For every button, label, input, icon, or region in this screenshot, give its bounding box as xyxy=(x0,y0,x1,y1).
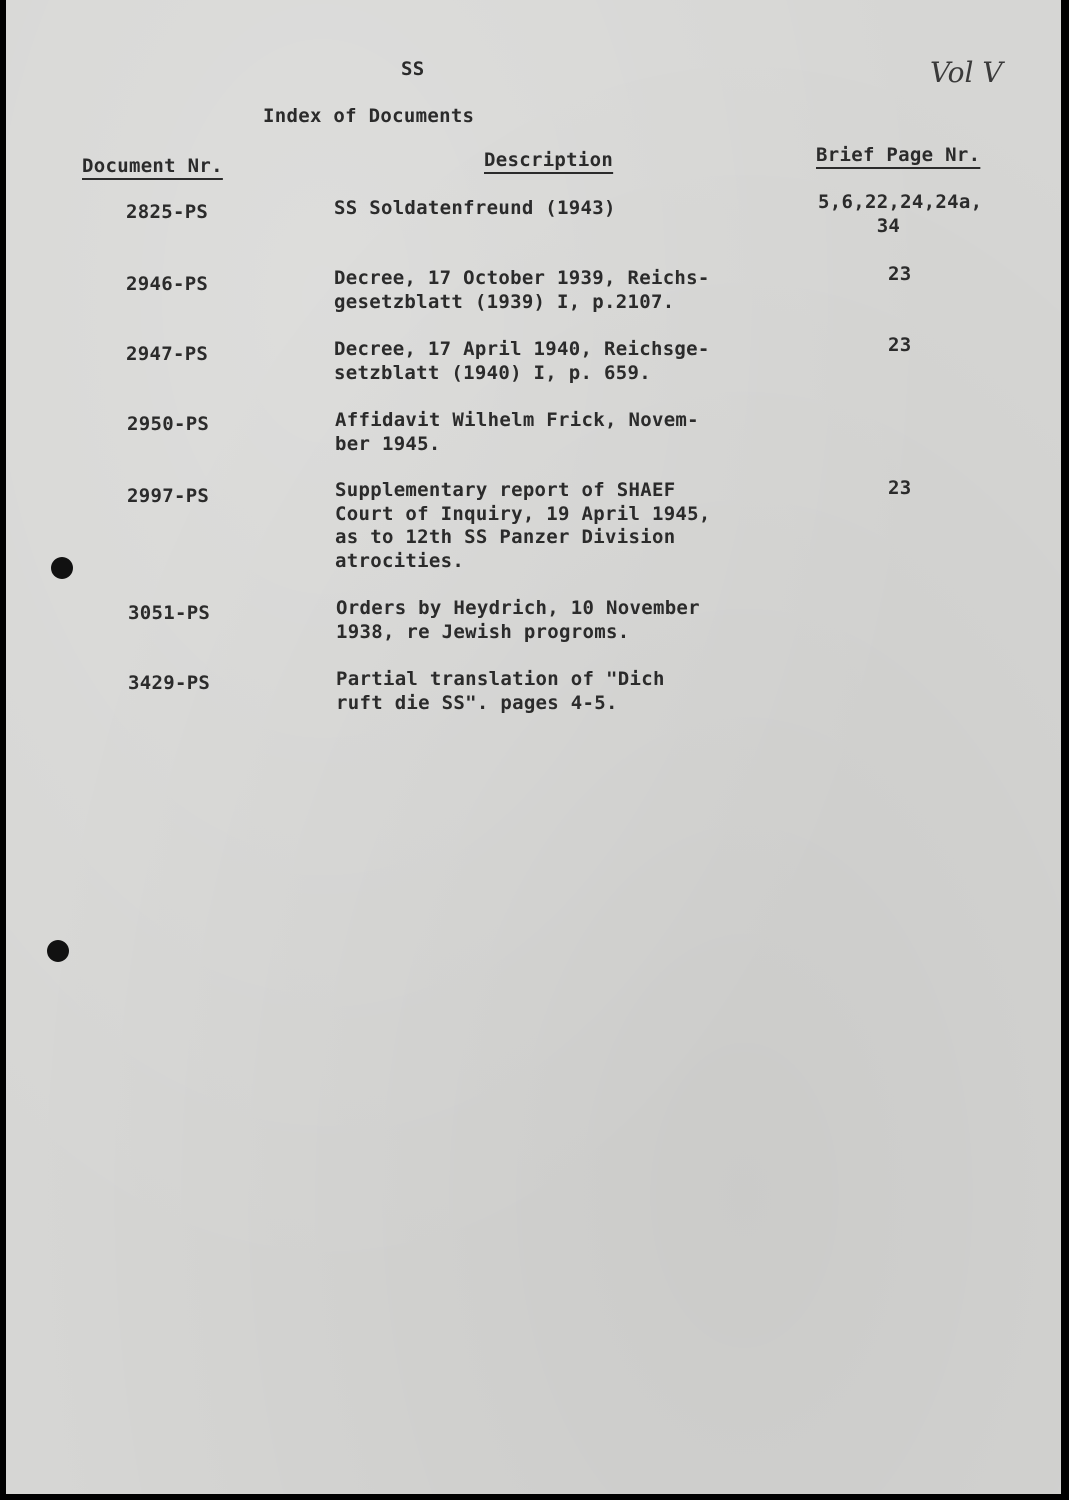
row-3429-description: Partial translation of "Dich ruft die SS". pages 4-5. xyxy=(336,668,665,714)
row-3429-doc-nr: 3429-PS xyxy=(128,672,211,694)
row-2997-pages: 23 xyxy=(888,477,912,499)
document-page xyxy=(6,0,1061,1494)
row-2997-description: Supplementary report of SHAEF Court of Inquiry, 19 April 1945, as to 12th SS Panzer Division atrocities. xyxy=(335,479,711,572)
handwritten-volume-note: Vol V xyxy=(930,56,1003,89)
row-2946-description: Decree, 17 October 1939, Reichs- gesetzblatt (1939) I, p.2107. xyxy=(334,267,710,313)
row-3051-description: Orders by Heydrich, 10 November 1938, re Jewish progroms. xyxy=(336,597,700,643)
column-header-brief-page-nr: Brief Page Nr. xyxy=(816,144,981,166)
row-2946-doc-nr: 2946-PS xyxy=(126,273,209,295)
row-2947-description: Decree, 17 April 1940, Reichsge- setzblatt (1940) I, p. 659. xyxy=(334,338,710,384)
row-2825-doc-nr: 2825-PS xyxy=(126,201,209,223)
row-2825-pages: 5,6,22,24,24a, 34 xyxy=(818,191,983,237)
row-2997-doc-nr: 2997-PS xyxy=(127,485,210,507)
page-title: Index of Documents xyxy=(263,105,475,127)
row-2950-description: Affidavit Wilhelm Frick, Novem- ber 1945. xyxy=(335,409,699,455)
punch-hole-upper xyxy=(51,557,73,579)
header-code: SS xyxy=(401,58,425,80)
row-2825-description: SS Soldatenfreund (1943) xyxy=(334,197,616,219)
column-header-document-nr: Document Nr. xyxy=(82,155,223,177)
row-3051-doc-nr: 3051-PS xyxy=(128,602,211,624)
row-2946-pages: 23 xyxy=(888,263,912,285)
row-2947-doc-nr: 2947-PS xyxy=(126,343,209,365)
column-header-description: Description xyxy=(484,149,614,171)
punch-hole-lower xyxy=(47,940,69,962)
row-2947-pages: 23 xyxy=(888,334,912,356)
row-2950-doc-nr: 2950-PS xyxy=(127,413,210,435)
